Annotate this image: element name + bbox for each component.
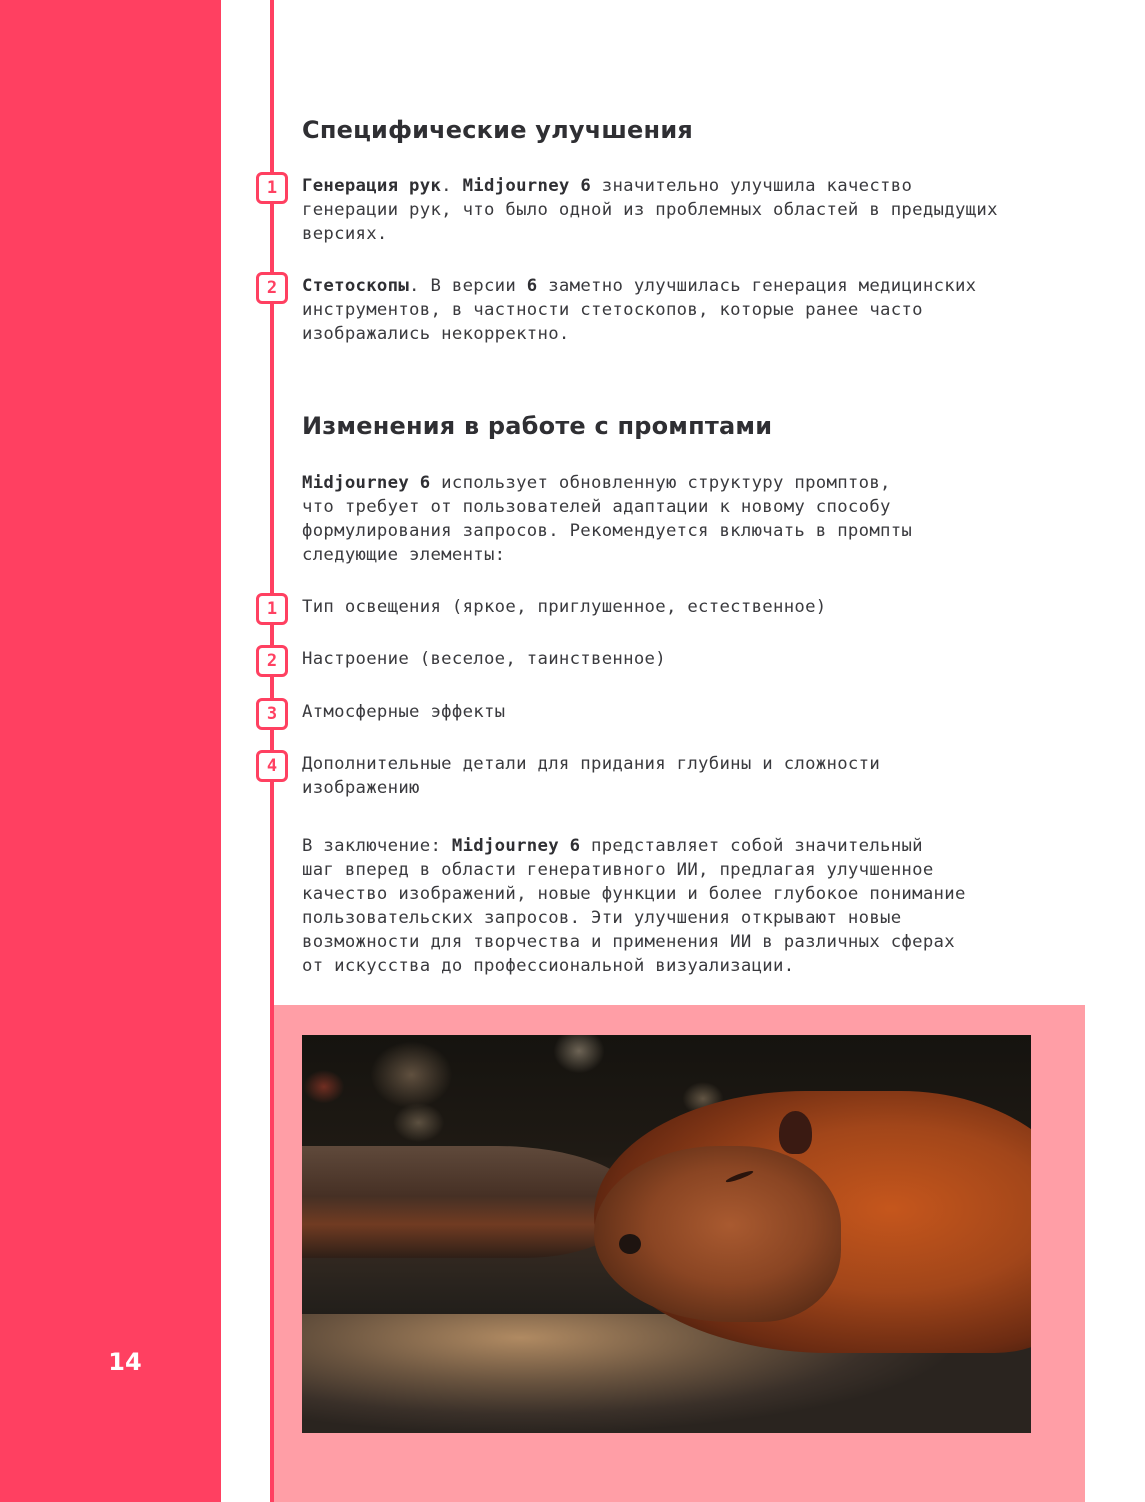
para-line: что требует от пользователей адаптации к новому способу [302, 497, 891, 517]
item-line: изображению [302, 778, 420, 798]
list-item-atmosphere: Атмосферные эффекты [302, 702, 506, 722]
item-line: генерации рук, что было одной из проблемных областей в предыдущих [302, 200, 998, 220]
item-lead: Генерация рук [302, 176, 442, 196]
page-sidebar [0, 0, 221, 1502]
para-line: представляет собой значительный [580, 836, 923, 856]
item-sep: . В версии [409, 276, 527, 296]
version-number: 6 [526, 276, 538, 296]
list-item-details [302, 752, 1042, 800]
conclusion-lead: В заключение: [302, 836, 452, 856]
capybara-photo [302, 1035, 1031, 1433]
photo-capybara-ear [779, 1111, 812, 1155]
page-number: 14 [108, 1348, 142, 1376]
number-badge: 1 [256, 593, 288, 625]
para-line: следующие элементы: [302, 545, 506, 565]
item-sep: . [441, 176, 463, 196]
number-badge: 1 [256, 172, 288, 204]
photo-capybara-nose [619, 1234, 641, 1254]
photo-log [302, 1146, 637, 1257]
para-line: от искусства до профессиональной визуализации. [302, 956, 795, 976]
item-line: заметно улучшилась генерация медицинских [537, 276, 977, 296]
brand-name: Midjourney 6 [302, 473, 431, 493]
section-title-prompt-changes: Изменения в работе с промптами [302, 412, 773, 440]
brand-name: Midjourney 6 [451, 836, 581, 856]
section-title-specific-improvements: Специфические улучшения [302, 116, 693, 144]
item-line: изображались некорректно. [302, 324, 570, 344]
item-line: Дополнительные детали для придания глубины и сложности [302, 754, 881, 774]
item-line: значительно улучшила качество [591, 176, 913, 196]
list-item-mood: Настроение (веселое, таинственное) [302, 649, 666, 669]
item-line: версиях. [302, 224, 388, 244]
number-badge: 4 [256, 750, 288, 782]
list-item-hands [302, 174, 1042, 246]
number-badge: 3 [256, 698, 288, 730]
prompt-intro-paragraph [302, 471, 1042, 567]
brand-name: Midjourney 6 [462, 176, 592, 196]
number-badge: 2 [256, 645, 288, 677]
para-line: формулирования запросов. Рекомендуется включать в промпты [302, 521, 913, 541]
para-line: возможности для творчества и применения ИИ в различных сферах [302, 932, 955, 952]
list-item-stethoscopes [302, 274, 1042, 346]
list-item-lighting: Тип освещения (яркое, приглушенное, естественное) [302, 597, 827, 617]
item-line: инструментов, в частности стетоскопов, которые ранее часто [302, 300, 923, 320]
para-line: использует обновленную структуру промптов, [430, 473, 891, 493]
conclusion-paragraph [302, 834, 1042, 978]
para-line: пользовательских запросов. Эти улучшения открывают новые [302, 908, 902, 928]
number-badge: 2 [256, 272, 288, 304]
item-lead: Стетоскопы [302, 276, 410, 296]
para-line: качество изображений, новые функции и более глубокое понимание [302, 884, 966, 904]
para-line: шаг вперед в области генеративного ИИ, предлагая улучшенное [302, 860, 934, 880]
